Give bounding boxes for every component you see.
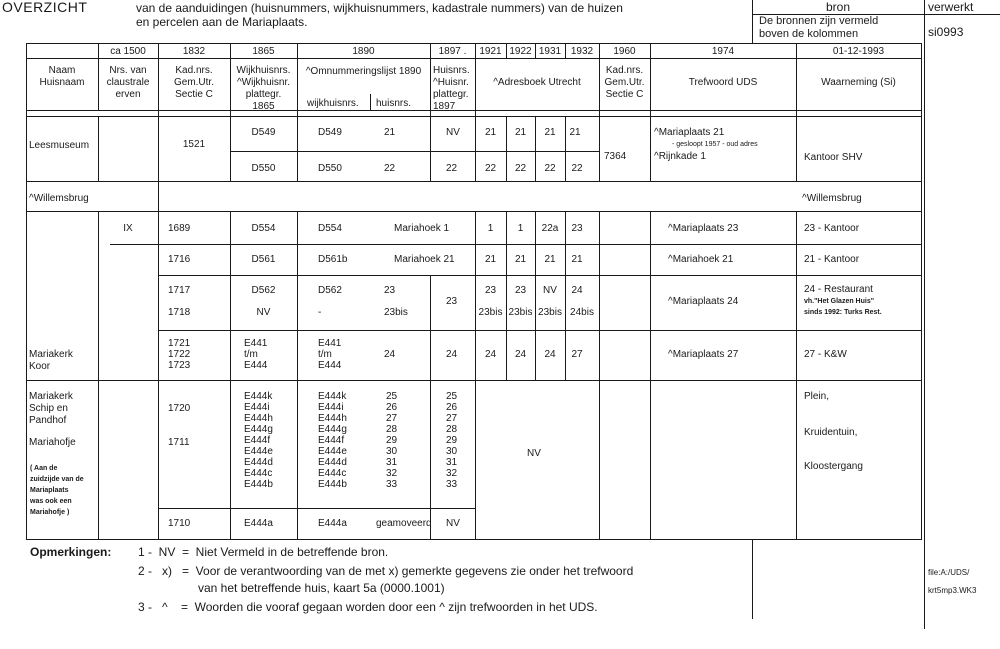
year-1974: 1974 [711, 46, 735, 57]
cell: 1689 [168, 223, 191, 234]
cell: D549 [251, 127, 276, 138]
year-1890: 1890 [352, 46, 375, 57]
header-omn-wijk: wijkhuisnrs. [307, 98, 359, 109]
cell: Plein, [804, 391, 830, 402]
file-path-1: file:A:/UDS/ [928, 568, 970, 577]
cell: 23 - Kantoor [804, 223, 860, 234]
cell: ^Mariaplaats 24 [668, 296, 739, 307]
cell: IX [123, 223, 133, 234]
description-line-2: en percelen aan de Mariaplaats. [136, 15, 308, 29]
bron-label: bron [826, 0, 851, 14]
cell: 22 [384, 163, 396, 174]
header-kad-1960: Kad.nrs. Gem.Utr. Sectie C [604, 65, 645, 100]
cell: NV [256, 307, 271, 318]
cell: 23bis [538, 307, 562, 318]
year-1993: 01-12-1993 [832, 46, 885, 57]
remarks-label: Opmerkingen: [30, 545, 112, 559]
cell: E444a [318, 518, 347, 529]
header-omn-huis: huisnrs. [376, 98, 412, 109]
cell: 23 [571, 223, 583, 234]
cell: E444a [244, 518, 273, 529]
header-adresboek: ^Adresboek Utrecht [493, 77, 581, 88]
cell-leesmuseum: Leesmuseum [29, 140, 90, 151]
cell: NV [446, 518, 460, 529]
cell: E444 [318, 360, 342, 371]
cell-willemsbrug: ^Willemsbrug [29, 193, 89, 204]
cell: 23 [446, 296, 458, 307]
cell: Koor [29, 361, 51, 372]
cell: 21 [484, 127, 497, 138]
remark-2b: van het betreffende huis, kaart 5a (0000.1001) [198, 581, 445, 595]
cell: 27 [571, 349, 583, 360]
cell: 21 [384, 127, 396, 138]
cell: 23bis [478, 307, 503, 318]
cell: D562 [251, 285, 276, 296]
cell: 24 [484, 349, 497, 360]
cell: - [318, 307, 322, 318]
cell: 1720 [168, 403, 191, 414]
cell: ( Aan de zuidzijde van de Mariaplaats was ook een Mariahofje ) [30, 465, 84, 516]
cell: ^Mariahoek 21 [668, 254, 734, 265]
page-title: OVERZICHT [2, 0, 88, 15]
header-naam: Naam Huisnaam [39, 65, 85, 88]
header-trefwoord: Trefwoord UDS [688, 77, 758, 88]
header-waarneming: Waarneming (Si) [821, 77, 896, 88]
cell: 1723 [168, 360, 191, 371]
cell: sinds 1992: Turks Rest. [804, 309, 882, 316]
cell: 24bis [570, 307, 594, 318]
cell: 24 [446, 349, 458, 360]
cell: E441 [244, 338, 268, 349]
cell: 7364 [604, 151, 627, 162]
cell: 27 - K&W [804, 349, 847, 360]
file-path-2: krt5mp3.WK3 [928, 586, 977, 595]
cell: vh."Het Glazen Huis" [804, 298, 875, 305]
description-line-1: van de aanduidingen (huisnummers, wijkhuisnummers, kadastrale nummers) van de huizen [136, 1, 623, 15]
cell: 23 [384, 285, 396, 296]
cell: NV [446, 127, 460, 138]
cell: Mariakerk [29, 349, 73, 360]
year-1921: 1921 [479, 46, 502, 57]
cell: 1 [517, 223, 524, 234]
cell: E444k E444i E444h E444g E444f E444e E444d E444c E444b [244, 391, 273, 490]
cell: D562 [318, 285, 342, 296]
cell: ^Mariaplaats 21 [654, 127, 725, 138]
cell: ^Mariaplaats 23 [668, 223, 739, 234]
cell: 1721 [168, 338, 191, 349]
year-1832: 1832 [182, 46, 206, 57]
cell: 22 [446, 163, 458, 174]
header-wijk-1865: Wijkhuisnrs. ^Wijkhuisnr. plattegr. 1865 [236, 65, 291, 112]
cell: E441 [318, 338, 342, 349]
cell: D549 [318, 127, 342, 138]
cell: Kloostergang [804, 461, 863, 472]
bron-note-2: boven de kolommen [759, 28, 859, 40]
year-ca-1500: ca 1500 [110, 46, 146, 57]
header-kad-1832: Kad.nrs. Gem.Utr. Sectie C [173, 65, 214, 100]
cell: 23bis [384, 307, 408, 318]
cell: 1521 [182, 139, 206, 150]
cell: 21 [484, 254, 497, 265]
cell: ^Rijnkade 1 [654, 151, 706, 162]
cell: NV [527, 448, 541, 459]
cell: D554 [251, 223, 276, 234]
cell: Mariahoek 1 [394, 223, 450, 234]
cell: 24 [384, 349, 396, 360]
cell: 21 [571, 254, 583, 265]
cell: 22a [541, 223, 559, 234]
cell: 1722 [168, 349, 191, 360]
year-1960: 1960 [613, 46, 636, 57]
header-omnummering: ^Omnummeringslijst 1890 [305, 66, 422, 77]
cell: 24 - Restaurant [804, 284, 873, 295]
cell: 23bis [508, 307, 533, 318]
cell: 1716 [168, 254, 191, 265]
cell: NV [543, 285, 557, 296]
cell: 22 [544, 163, 556, 174]
cell: 1711 [168, 437, 190, 448]
year-1932: 1932 [570, 46, 594, 57]
cell: - gesloopt 1957 - oud adres [672, 141, 758, 148]
year-1931: 1931 [538, 46, 562, 57]
cell: 1717 [168, 285, 191, 296]
year-1897: 1897 . [438, 46, 467, 57]
cell: 23 [514, 285, 527, 296]
cell: 24 [544, 349, 556, 360]
cell: Kruidentuin, [804, 427, 858, 438]
cell: ^Mariaplaats 27 [668, 349, 739, 360]
cell: 1718 [168, 307, 191, 318]
cell: D554 [318, 223, 342, 234]
cell: 25 26 27 28 29 30 31 32 33 [446, 391, 458, 490]
cell: 21 [544, 127, 556, 138]
cell: 1 [487, 223, 494, 234]
remark-3: 3 - ^ = Woorden die vooraf gegaan worden door een ^ zijn trefwoorden in het UDS. [138, 600, 598, 614]
cell: Mariahofje [29, 437, 76, 448]
cell: 23 [484, 285, 497, 296]
cell: D550 [318, 163, 342, 174]
cell: geamoveerd [376, 518, 432, 529]
bron-note-1: De bronnen zijn vermeld [759, 15, 879, 27]
cell: Mariakerk Schip en Pandhof [29, 391, 73, 426]
remark-1: 1 - NV = Niet Vermeld in de betreffende bron. [138, 545, 389, 559]
cell: 21 [569, 127, 581, 138]
cell: ^Willemsbrug [802, 193, 862, 204]
cell: 22 [484, 163, 497, 174]
document-code: si0993 [928, 25, 964, 39]
header-nrs-claustrale: Nrs. van claustrale erven [106, 65, 150, 100]
cell: 1710 [168, 518, 191, 529]
cell: 24 [514, 349, 527, 360]
verwerkt-label: verwerkt [928, 0, 974, 14]
cell: E444k E444i E444h E444g E444f E444e E444d E444c E444b [318, 391, 347, 490]
cell: t/m [244, 349, 258, 360]
year-1922: 1922 [509, 46, 532, 57]
cell: 21 - Kantoor [804, 254, 860, 265]
cell: 24 [571, 285, 583, 296]
cell: D550 [251, 163, 276, 174]
cell: t/m [318, 349, 332, 360]
cell: D561b [318, 254, 348, 265]
remark-2: 2 - x) = Voor de verantwoording van de met x) gemerkte gegevens zie onder het trefwoord [138, 564, 634, 578]
year-1865: 1865 [252, 46, 275, 57]
cell: 22 [514, 163, 527, 174]
cell: Mariahoek 21 [394, 254, 455, 265]
cell: D561 [251, 254, 276, 265]
cell: 25 26 27 28 29 30 31 32 33 [386, 391, 398, 490]
cell: 21 [514, 127, 527, 138]
cell: E444 [244, 360, 268, 371]
cell: 22 [571, 163, 583, 174]
cell: 21 [514, 254, 527, 265]
cell: 21 [544, 254, 556, 265]
cell: Kantoor SHV [804, 152, 863, 163]
header-huis-1897: Huisnrs. ^Huisnr. plattegr. 1897 [433, 65, 470, 112]
